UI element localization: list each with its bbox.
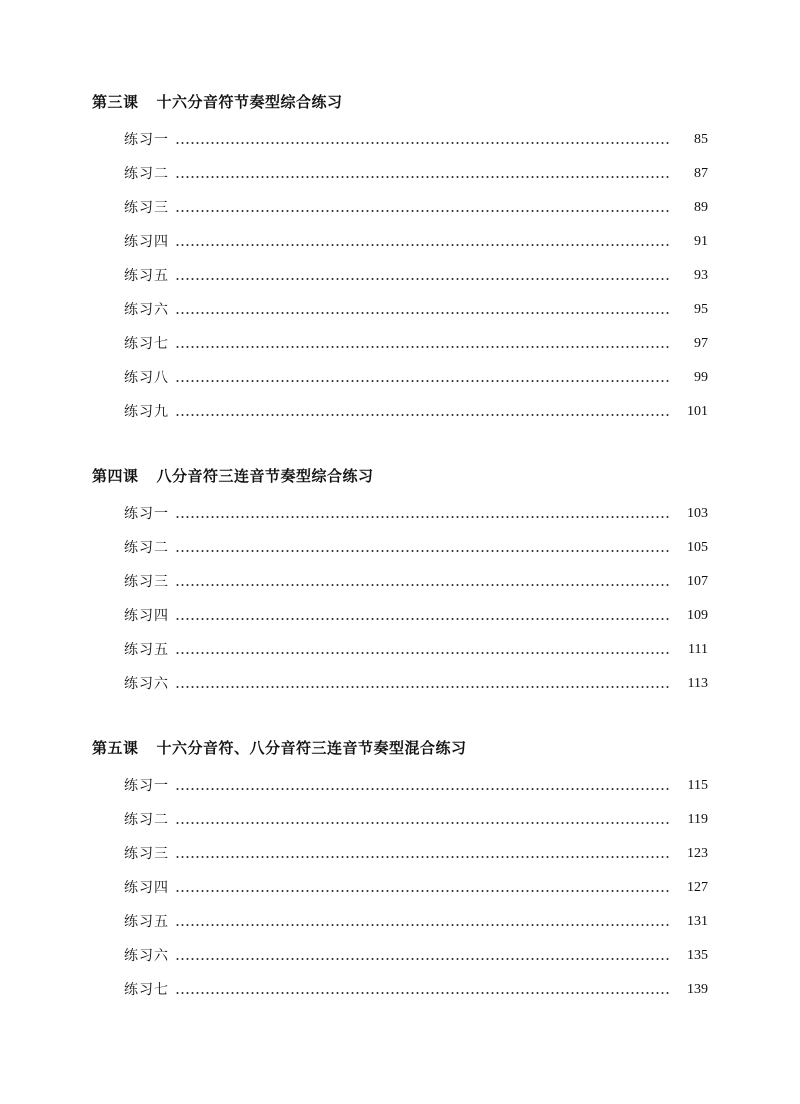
- entry-label: 练习二: [124, 166, 169, 182]
- toc-entry[interactable]: [124, 878, 708, 898]
- dot-leader: [175, 992, 670, 994]
- lesson-title: 八分音符三连音节奏型综合练习: [156, 467, 374, 485]
- entry-label: 练习八: [124, 370, 169, 386]
- lesson-heading: [92, 92, 343, 112]
- entry-label: 练习二: [124, 812, 169, 828]
- entry-page-number: 91: [694, 234, 708, 249]
- toc-entry[interactable]: [124, 606, 708, 626]
- entry-label: 练习六: [124, 676, 169, 692]
- lesson-heading: [92, 466, 374, 486]
- entry-label: 练习一: [124, 778, 169, 794]
- toc-entry[interactable]: [124, 402, 708, 422]
- dot-leader: [175, 312, 670, 314]
- lesson-title: 十六分音符节奏型综合练习: [156, 93, 343, 111]
- entry-label: 练习四: [124, 608, 169, 624]
- entry-page-number: 97: [694, 336, 708, 351]
- dot-leader: [175, 686, 670, 688]
- entry-page-number: 107: [687, 574, 708, 589]
- toc-entry[interactable]: [124, 504, 708, 524]
- dot-leader: [175, 380, 670, 382]
- dot-leader: [175, 618, 670, 620]
- lesson-number: 第三课: [92, 93, 139, 111]
- toc-entry[interactable]: [124, 912, 708, 932]
- entry-label: 练习四: [124, 880, 169, 896]
- entry-page-number: 89: [694, 200, 708, 215]
- dot-leader: [175, 414, 670, 416]
- entry-page-number: 135: [687, 948, 708, 963]
- toc-entry[interactable]: [124, 334, 708, 354]
- entry-label: 练习六: [124, 948, 169, 964]
- entry-page-number: 85: [694, 132, 708, 147]
- entry-page-number: 119: [687, 812, 708, 827]
- lesson-number: 第四课: [92, 467, 139, 485]
- toc-entry[interactable]: [124, 810, 708, 830]
- entry-page-number: 139: [687, 982, 708, 997]
- toc-entry[interactable]: [124, 368, 708, 388]
- toc-entry[interactable]: [124, 198, 708, 218]
- entry-page-number: 111: [688, 642, 708, 657]
- dot-leader: [175, 856, 670, 858]
- entry-label: 练习三: [124, 200, 169, 216]
- entry-label: 练习五: [124, 914, 169, 930]
- entry-label: 练习七: [124, 982, 169, 998]
- lesson-title: 十六分音符、八分音符三连音节奏型混合练习: [156, 739, 467, 757]
- dot-leader: [175, 890, 670, 892]
- entry-page-number: 109: [687, 608, 708, 623]
- toc-entry[interactable]: [124, 232, 708, 252]
- dot-leader: [175, 142, 670, 144]
- dot-leader: [175, 346, 670, 348]
- entry-label: 练习七: [124, 336, 169, 352]
- dot-leader: [175, 924, 670, 926]
- entry-label: 练习一: [124, 132, 169, 148]
- entry-page-number: 127: [687, 880, 708, 895]
- dot-leader: [175, 550, 670, 552]
- entry-page-number: 131: [687, 914, 708, 929]
- entry-label: 练习二: [124, 540, 169, 556]
- toc-entry[interactable]: [124, 130, 708, 150]
- dot-leader: [175, 516, 670, 518]
- dot-leader: [175, 958, 670, 960]
- entry-label: 练习六: [124, 302, 169, 318]
- entry-label: 练习四: [124, 234, 169, 250]
- entry-page-number: 99: [694, 370, 708, 385]
- toc-entry[interactable]: [124, 164, 708, 184]
- dot-leader: [175, 278, 670, 280]
- entry-label: 练习五: [124, 642, 169, 658]
- dot-leader: [175, 822, 670, 824]
- entry-label: 练习五: [124, 268, 169, 284]
- dot-leader: [175, 244, 670, 246]
- dot-leader: [175, 176, 670, 178]
- toc-entry[interactable]: [124, 572, 708, 592]
- entry-label: 练习九: [124, 404, 169, 420]
- entry-page-number: 103: [687, 506, 708, 521]
- toc-entry[interactable]: [124, 980, 708, 1000]
- entry-label: 练习三: [124, 846, 169, 862]
- dot-leader: [175, 652, 670, 654]
- toc-entry[interactable]: [124, 776, 708, 796]
- entry-page-number: 123: [687, 846, 708, 861]
- toc-entry[interactable]: [124, 266, 708, 286]
- toc-entry[interactable]: [124, 946, 708, 966]
- entry-page-number: 87: [694, 166, 708, 181]
- entry-page-number: 115: [687, 778, 708, 793]
- toc-entry[interactable]: [124, 674, 708, 694]
- entry-page-number: 105: [687, 540, 708, 555]
- entry-label: 练习一: [124, 506, 169, 522]
- toc-entry[interactable]: [124, 640, 708, 660]
- entry-page-number: 93: [694, 268, 708, 283]
- toc-entry[interactable]: [124, 300, 708, 320]
- toc-entry[interactable]: [124, 538, 708, 558]
- dot-leader: [175, 210, 670, 212]
- entry-page-number: 113: [687, 676, 708, 691]
- entry-label: 练习三: [124, 574, 169, 590]
- entry-page-number: 95: [694, 302, 708, 317]
- lesson-heading: [92, 738, 467, 758]
- dot-leader: [175, 584, 670, 586]
- entry-page-number: 101: [687, 404, 708, 419]
- dot-leader: [175, 788, 670, 790]
- toc-entry[interactable]: [124, 844, 708, 864]
- lesson-number: 第五课: [92, 739, 139, 757]
